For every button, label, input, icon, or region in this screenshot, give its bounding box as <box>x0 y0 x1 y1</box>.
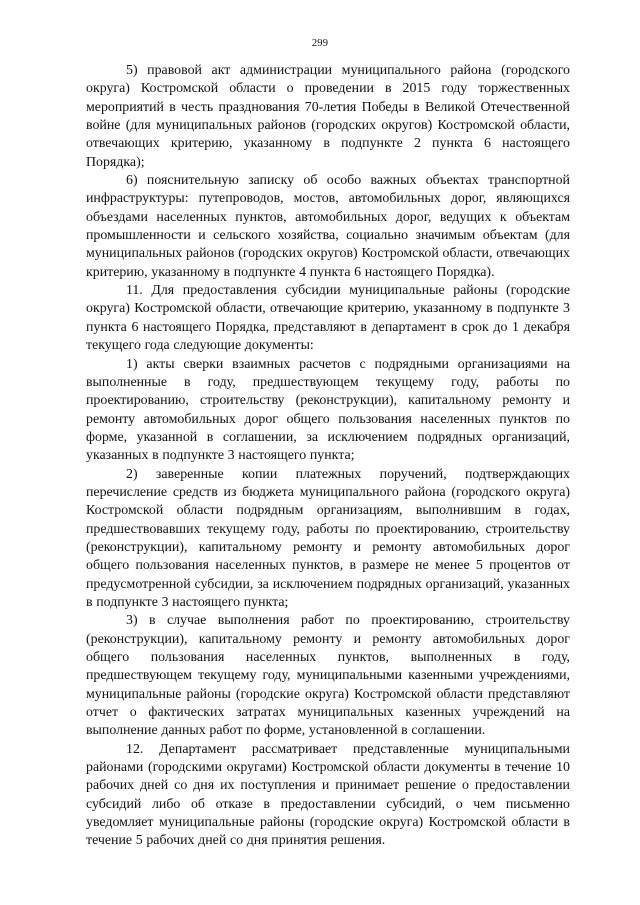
paragraph-subitem-5: 5) правовой акт администрации муниципального района (городского округа) Костромской области о проведении в 2015 году торжественных мероприятий в честь празднования 70-летия Победы в Великой Отечественной войне (для муниципальных районов (городских округов) Костромской области, отвечающих критерию, указанному в подпункте 2 пункта 6 настоящего Порядка); <box>86 63 570 170</box>
document-body <box>86 62 570 851</box>
page-number: 299 <box>311 38 329 49</box>
paragraph-subitem-2: 2) заверенные копии платежных поручений, подтверждающих перечисление средств из бюджета муниципального района (городского округа) Костромской области подрядным организациям, выполнившим в годах, предшествовавших текущему году, работы по проектированию, строительству (реконструкции), капитальному ремонту и ремонту автомобильных дорог общего пользования населенных пунктов, в размере не менее 5 процентов от предусмотренной субсидии, за исключением подрядных организаций, указанных в подпункте 3 настоящего пункта; <box>86 466 570 610</box>
paragraph-subitem-6: 6) пояснительную записку об особо важных объектах транспортной инфраструктуры: путепроводов, мостов, автомобильных дорог, являющихся объездами населенных пунктов, автомобильных дорог, ведущих к объектам промышленности и сельского хозяйства, социально значимым объектам (для муниципальных районов (городских округов) Костромской области, отвечающих критерию, указанному в подпункте 4 пункта 6 настоящего Порядка). <box>86 173 570 280</box>
paragraph-item-12: 12. Департамент рассматривает представленные муниципальными районами (городскими округами) Костромской области документы в течение 10 рабочих дней со дня их поступления и принимает решение о предоставлении субсидий либо об отказе в предоставлении субсидий, о чем письменно уведомляет муниципальные районы (городские округа) Костромской области в течение 5 рабочих дней со дня принятия решения. <box>86 741 570 849</box>
paragraph-item-11: 11. Для предоставления субсидии муниципальные районы (городские округа) Костромской области, отвечающие критерию, указанному в подпункте 3 пункта 6 настоящего Порядка, представляют в департамент в срок до 1 декабря текущего года следующие документы: <box>86 283 570 354</box>
paragraph-subitem-3: 3) в случае выполнения работ по проектированию, строительству (реконструкции), капитальному ремонту и ремонту автомобильных дорог общего пользования населенных пунктов, выполненных в году, предшествующем текущему году, муниципальными казенными учреждениями, муниципальные районы (городские округа) Костромской области представляют отчет о фактических затратах муниципальных казенных учреждений на выполнение данных работ по форме, установленной в соглашении. <box>86 613 570 739</box>
paragraph-subitem-1: 1) акты сверки взаимных расчетов с подрядными организациями на выполненные в году, предшествующем текущему году, работы по проектированию, строительству (реконструкции), капитальному ремонту и ремонту автомобильных дорог общего пользования населенных пунктов по форме, указанной в соглашении, за исключением подрядных организаций, указанных в подпункте 3 настоящего пункта; <box>86 356 570 464</box>
